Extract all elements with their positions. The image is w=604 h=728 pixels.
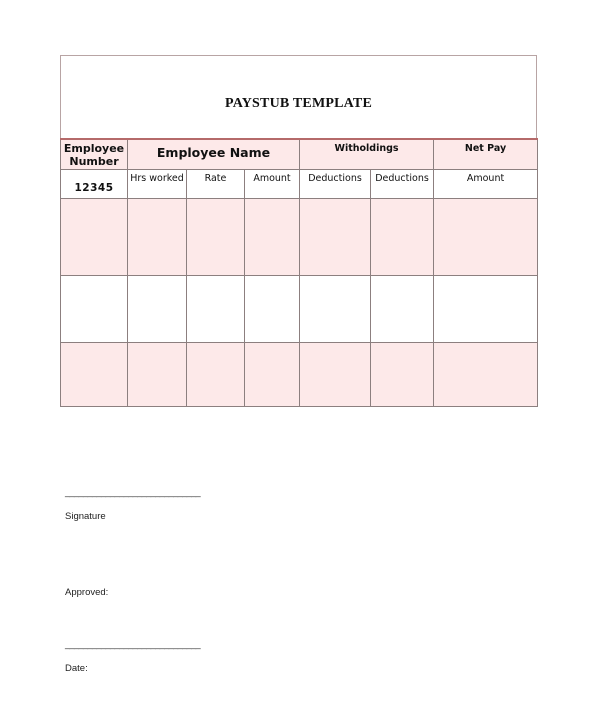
deductions-header-2: Deductions <box>371 170 434 199</box>
paystub-table <box>60 138 538 407</box>
table-cell[interactable] <box>300 276 371 343</box>
employee-name-header: Employee Name <box>128 139 300 170</box>
deductions-header-1: Deductions <box>300 170 371 199</box>
employee-number-value: 12345 <box>61 170 128 199</box>
table-cell[interactable] <box>128 276 187 343</box>
table-cell[interactable] <box>300 199 371 276</box>
table-cell[interactable] <box>128 199 187 276</box>
net-amount-header: Amount <box>434 170 538 199</box>
date-label: Date: <box>65 663 88 674</box>
table-cell[interactable] <box>434 199 538 276</box>
table-cell[interactable] <box>245 276 300 343</box>
table-row <box>61 343 538 407</box>
table-cell[interactable] <box>61 276 128 343</box>
hrs-worked-header: Hrs worked <box>128 170 187 199</box>
table-cell[interactable] <box>61 343 128 407</box>
table-cell[interactable] <box>371 199 434 276</box>
paystub-form <box>60 55 537 407</box>
table-cell[interactable] <box>245 343 300 407</box>
table-cell[interactable] <box>187 343 245 407</box>
table-cell[interactable] <box>61 199 128 276</box>
table-cell[interactable] <box>371 276 434 343</box>
rate-header: Rate <box>187 170 245 199</box>
table-row <box>61 276 538 343</box>
signature-label: Signature <box>65 511 106 522</box>
title-area <box>61 56 536 140</box>
table-cell[interactable] <box>187 276 245 343</box>
document-title: PAYSTUB TEMPLATE <box>225 96 372 111</box>
table-cell[interactable] <box>300 343 371 407</box>
table-cell[interactable] <box>434 343 538 407</box>
table-cell[interactable] <box>128 343 187 407</box>
approved-label: Approved: <box>65 587 109 598</box>
signature-line: ______________________________ <box>65 487 201 497</box>
table-cell[interactable] <box>371 343 434 407</box>
net-pay-header: Net Pay <box>434 139 538 170</box>
table-cell[interactable] <box>245 199 300 276</box>
amount-header: Amount <box>245 170 300 199</box>
table-row <box>61 199 538 276</box>
witholdings-header: Witholdings <box>300 139 434 170</box>
table-cell[interactable] <box>434 276 538 343</box>
table-cell[interactable] <box>187 199 245 276</box>
date-line: ______________________________ <box>65 639 201 649</box>
employee-number-header: Employee Number <box>61 139 128 170</box>
